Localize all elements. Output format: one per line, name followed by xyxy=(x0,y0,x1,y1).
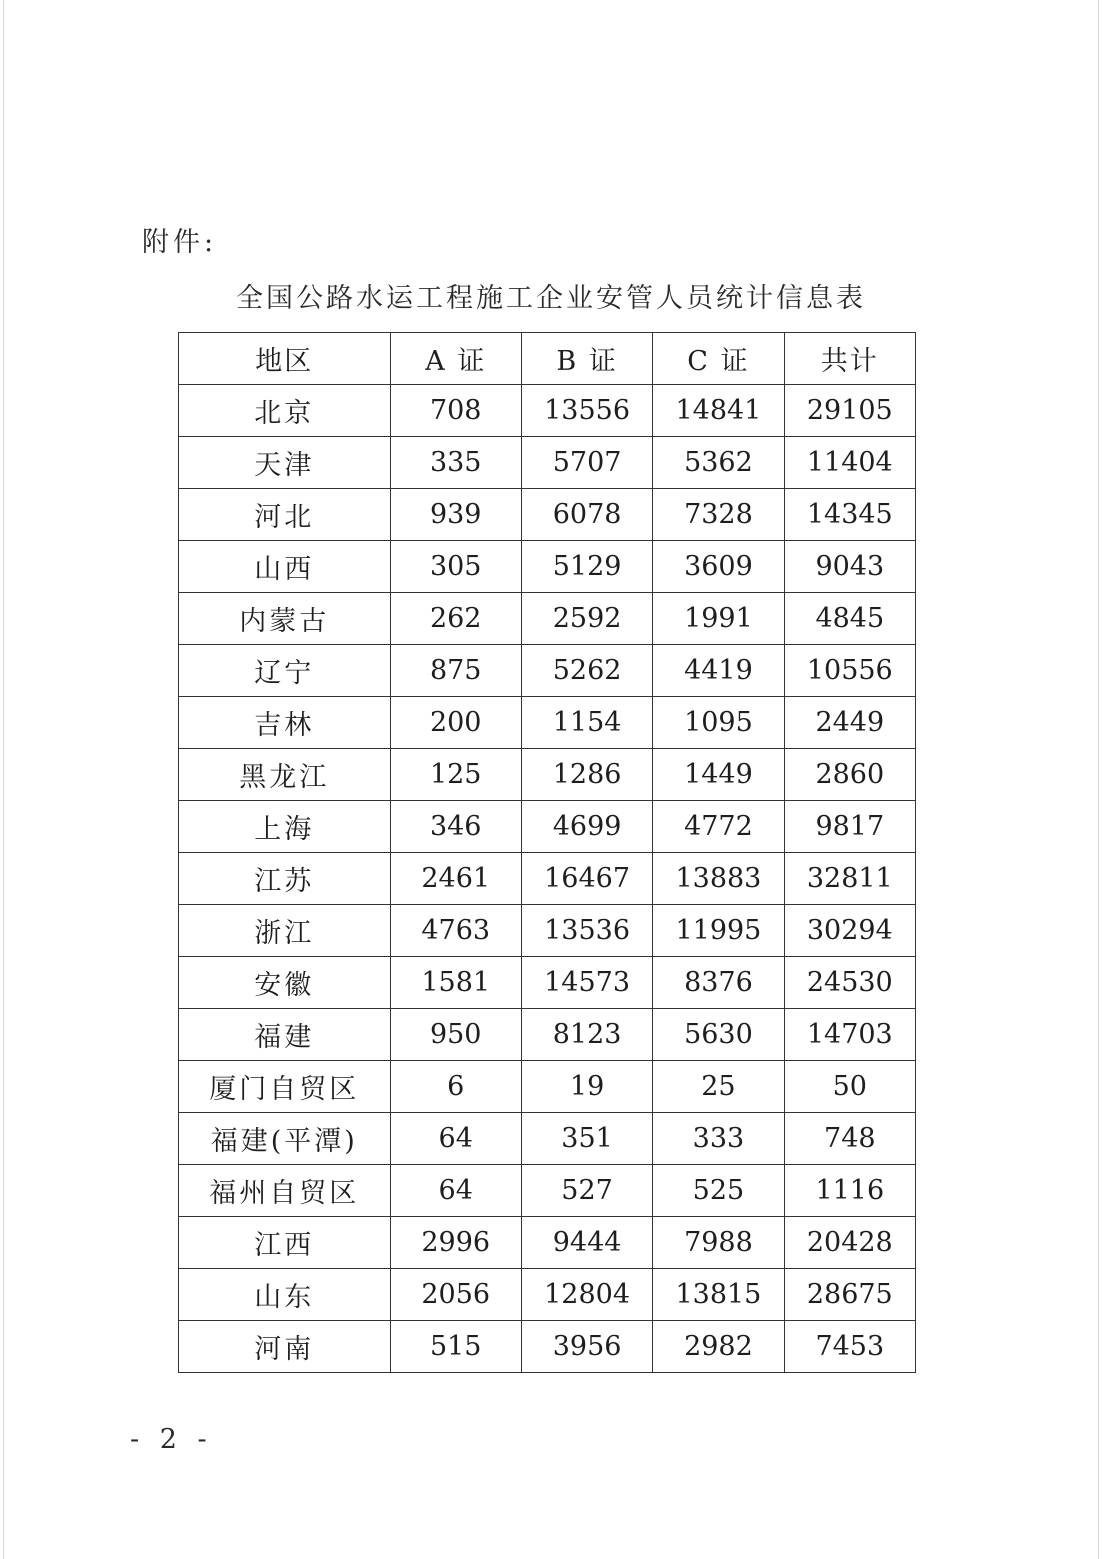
total-cell: 50 xyxy=(784,1061,915,1113)
region-cell: 河北 xyxy=(179,489,391,541)
a-cert-cell: 346 xyxy=(390,801,521,853)
a-cert-cell: 4763 xyxy=(390,905,521,957)
table-row xyxy=(179,645,916,697)
total-cell: 14703 xyxy=(784,1009,915,1061)
table-row xyxy=(179,385,916,437)
total-cell: 7453 xyxy=(784,1321,915,1373)
table-row xyxy=(179,749,916,801)
b-cert-cell: 351 xyxy=(521,1113,652,1165)
a-cert-cell: 335 xyxy=(390,437,521,489)
total-cell: 24530 xyxy=(784,957,915,1009)
b-cert-cell: 8123 xyxy=(521,1009,652,1061)
b-cert-cell: 1154 xyxy=(521,697,652,749)
b-cert-cell: 14573 xyxy=(521,957,652,1009)
total-cell: 20428 xyxy=(784,1217,915,1269)
c-cert-cell: 25 xyxy=(653,1061,784,1113)
c-cert-cell: 4772 xyxy=(653,801,784,853)
total-cell: 9043 xyxy=(784,541,915,593)
header-total: 共计 xyxy=(784,333,915,385)
table-row xyxy=(179,853,916,905)
table-row xyxy=(179,1061,916,1113)
a-cert-cell: 6 xyxy=(390,1061,521,1113)
c-cert-cell: 1991 xyxy=(653,593,784,645)
total-cell: 30294 xyxy=(784,905,915,957)
table-row xyxy=(179,541,916,593)
b-cert-cell: 9444 xyxy=(521,1217,652,1269)
a-cert-cell: 200 xyxy=(390,697,521,749)
page-number: - 2 - xyxy=(130,1424,213,1455)
c-cert-cell: 525 xyxy=(653,1165,784,1217)
a-cert-cell: 708 xyxy=(390,385,521,437)
table-row xyxy=(179,1165,916,1217)
b-cert-cell: 13536 xyxy=(521,905,652,957)
b-cert-cell: 527 xyxy=(521,1165,652,1217)
scan-edge-left xyxy=(3,0,4,1559)
a-cert-cell: 875 xyxy=(390,645,521,697)
table-row xyxy=(179,1321,916,1373)
c-cert-cell: 7988 xyxy=(653,1217,784,1269)
total-cell: 4845 xyxy=(784,593,915,645)
c-cert-cell: 3609 xyxy=(653,541,784,593)
c-cert-cell: 1449 xyxy=(653,749,784,801)
a-cert-cell: 950 xyxy=(390,1009,521,1061)
c-cert-cell: 13883 xyxy=(653,853,784,905)
region-cell: 河南 xyxy=(179,1321,391,1373)
b-cert-cell: 19 xyxy=(521,1061,652,1113)
b-cert-cell: 5129 xyxy=(521,541,652,593)
b-cert-cell: 5707 xyxy=(521,437,652,489)
total-cell: 14345 xyxy=(784,489,915,541)
header-region: 地区 xyxy=(179,333,391,385)
a-cert-cell: 2056 xyxy=(390,1269,521,1321)
a-cert-cell: 2996 xyxy=(390,1217,521,1269)
region-cell: 上海 xyxy=(179,801,391,853)
region-cell: 天津 xyxy=(179,437,391,489)
total-cell: 28675 xyxy=(784,1269,915,1321)
a-cert-cell: 262 xyxy=(390,593,521,645)
table-body xyxy=(179,385,916,1373)
c-cert-cell: 333 xyxy=(653,1113,784,1165)
region-cell: 辽宁 xyxy=(179,645,391,697)
table-row xyxy=(179,437,916,489)
a-cert-cell: 305 xyxy=(390,541,521,593)
table-row xyxy=(179,1113,916,1165)
region-cell: 浙江 xyxy=(179,905,391,957)
scan-edge-right xyxy=(1098,0,1099,1559)
a-cert-cell: 64 xyxy=(390,1165,521,1217)
region-cell: 福州自贸区 xyxy=(179,1165,391,1217)
b-cert-cell: 4699 xyxy=(521,801,652,853)
header-a-cert: A 证 xyxy=(390,333,521,385)
b-cert-cell: 13556 xyxy=(521,385,652,437)
c-cert-cell: 1095 xyxy=(653,697,784,749)
region-cell: 山西 xyxy=(179,541,391,593)
table-row xyxy=(179,489,916,541)
table-row xyxy=(179,697,916,749)
total-cell: 1116 xyxy=(784,1165,915,1217)
total-cell: 2860 xyxy=(784,749,915,801)
total-cell: 32811 xyxy=(784,853,915,905)
c-cert-cell: 11995 xyxy=(653,905,784,957)
total-cell: 11404 xyxy=(784,437,915,489)
table-row xyxy=(179,905,916,957)
a-cert-cell: 125 xyxy=(390,749,521,801)
region-cell: 福建(平潭) xyxy=(179,1113,391,1165)
b-cert-cell: 3956 xyxy=(521,1321,652,1373)
total-cell: 29105 xyxy=(784,385,915,437)
region-cell: 吉林 xyxy=(179,697,391,749)
b-cert-cell: 6078 xyxy=(521,489,652,541)
a-cert-cell: 64 xyxy=(390,1113,521,1165)
table-row xyxy=(179,1217,916,1269)
region-cell: 安徽 xyxy=(179,957,391,1009)
table-row xyxy=(179,593,916,645)
total-cell: 10556 xyxy=(784,645,915,697)
total-cell: 2449 xyxy=(784,697,915,749)
region-cell: 内蒙古 xyxy=(179,593,391,645)
table-header-row xyxy=(179,333,916,385)
total-cell: 9817 xyxy=(784,801,915,853)
c-cert-cell: 5362 xyxy=(653,437,784,489)
region-cell: 江西 xyxy=(179,1217,391,1269)
a-cert-cell: 515 xyxy=(390,1321,521,1373)
b-cert-cell: 12804 xyxy=(521,1269,652,1321)
c-cert-cell: 14841 xyxy=(653,385,784,437)
table-row xyxy=(179,801,916,853)
total-cell: 748 xyxy=(784,1113,915,1165)
c-cert-cell: 2982 xyxy=(653,1321,784,1373)
region-cell: 山东 xyxy=(179,1269,391,1321)
document-title: 全国公路水运工程施工企业安管人员统计信息表 xyxy=(236,283,866,314)
region-cell: 厦门自贸区 xyxy=(179,1061,391,1113)
c-cert-cell: 5630 xyxy=(653,1009,784,1061)
header-b-cert: B 证 xyxy=(521,333,652,385)
statistics-table xyxy=(178,332,916,1373)
c-cert-cell: 4419 xyxy=(653,645,784,697)
c-cert-cell: 13815 xyxy=(653,1269,784,1321)
header-c-cert: C 证 xyxy=(653,333,784,385)
table-row xyxy=(179,957,916,1009)
b-cert-cell: 2592 xyxy=(521,593,652,645)
c-cert-cell: 8376 xyxy=(653,957,784,1009)
table-row xyxy=(179,1009,916,1061)
b-cert-cell: 16467 xyxy=(521,853,652,905)
region-cell: 北京 xyxy=(179,385,391,437)
c-cert-cell: 7328 xyxy=(653,489,784,541)
a-cert-cell: 939 xyxy=(390,489,521,541)
a-cert-cell: 2461 xyxy=(390,853,521,905)
region-cell: 黑龙江 xyxy=(179,749,391,801)
b-cert-cell: 1286 xyxy=(521,749,652,801)
b-cert-cell: 5262 xyxy=(521,645,652,697)
region-cell: 福建 xyxy=(179,1009,391,1061)
a-cert-cell: 1581 xyxy=(390,957,521,1009)
region-cell: 江苏 xyxy=(179,853,391,905)
table-row xyxy=(179,1269,916,1321)
attachment-label: 附件: xyxy=(142,227,218,258)
